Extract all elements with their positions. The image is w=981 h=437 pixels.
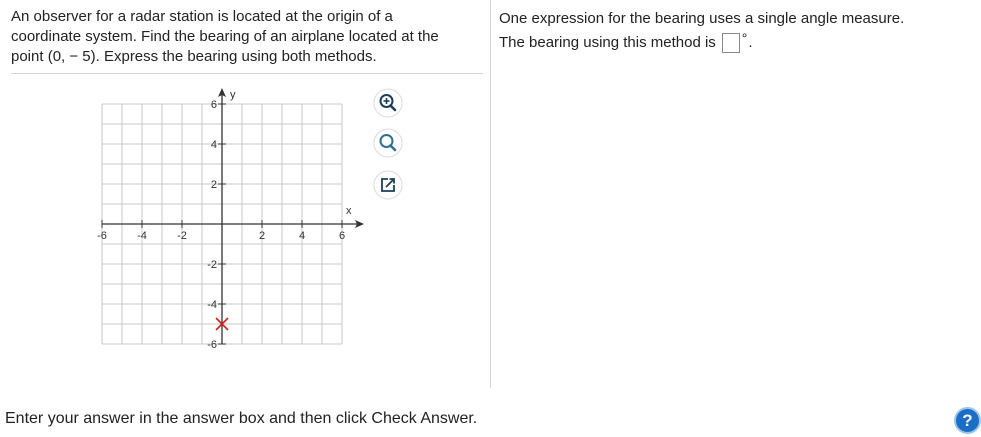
- y-tick-label: 2: [210, 179, 217, 191]
- y-tick-label: 6: [210, 99, 217, 111]
- help-button[interactable]: ?: [954, 407, 981, 434]
- y-tick-label: -2: [207, 259, 217, 271]
- x-tick-label: 2: [258, 230, 266, 242]
- period: .: [748, 34, 753, 51]
- question-line: An observer for a radar station is located at the origin of a: [11, 8, 393, 25]
- answer-prompt: The bearing using this method is: [499, 34, 716, 51]
- zoom-in-button[interactable]: [373, 88, 403, 118]
- question-line: coordinate system. Find the bearing of an airplane located at the: [11, 28, 439, 45]
- x-tick-label: 4: [298, 230, 306, 242]
- graph-ticks: [97, 99, 345, 351]
- x-tick-label: -4: [137, 230, 147, 242]
- y-axis-label: y: [230, 89, 236, 101]
- answer-line: [499, 31, 969, 55]
- y-tick-label: -6: [207, 339, 217, 351]
- x-tick-label: -2: [177, 230, 187, 242]
- answer-panel: [499, 7, 969, 55]
- y-tick-label: -4: [207, 299, 217, 311]
- enlarge-button[interactable]: [373, 170, 403, 200]
- x-tick-label: 6: [338, 230, 346, 242]
- x-tick-label: -6: [97, 230, 107, 242]
- zoom-in-icon: [373, 88, 403, 118]
- question-line: point (0, − 5). Express the bearing using both methods.: [11, 48, 377, 65]
- zoom-out-icon: [373, 128, 403, 158]
- y-tick-label: 4: [210, 139, 217, 151]
- zoom-out-button[interactable]: [373, 128, 403, 158]
- enlarge-icon: [373, 170, 403, 200]
- x-axis-label: x: [346, 205, 352, 217]
- question-pane: [0, 0, 491, 388]
- bearing-answer-input[interactable]: [722, 33, 740, 53]
- question-text: [11, 7, 483, 74]
- coordinate-graph: [92, 88, 382, 358]
- answer-instruction: One expression for the bearing uses a single angle measure.: [499, 10, 905, 27]
- degree-symbol: °: [741, 30, 748, 46]
- footer-instruction: Enter your answer in the answer box and then click Check Answer.: [5, 410, 478, 427]
- graph-axes: [102, 88, 364, 344]
